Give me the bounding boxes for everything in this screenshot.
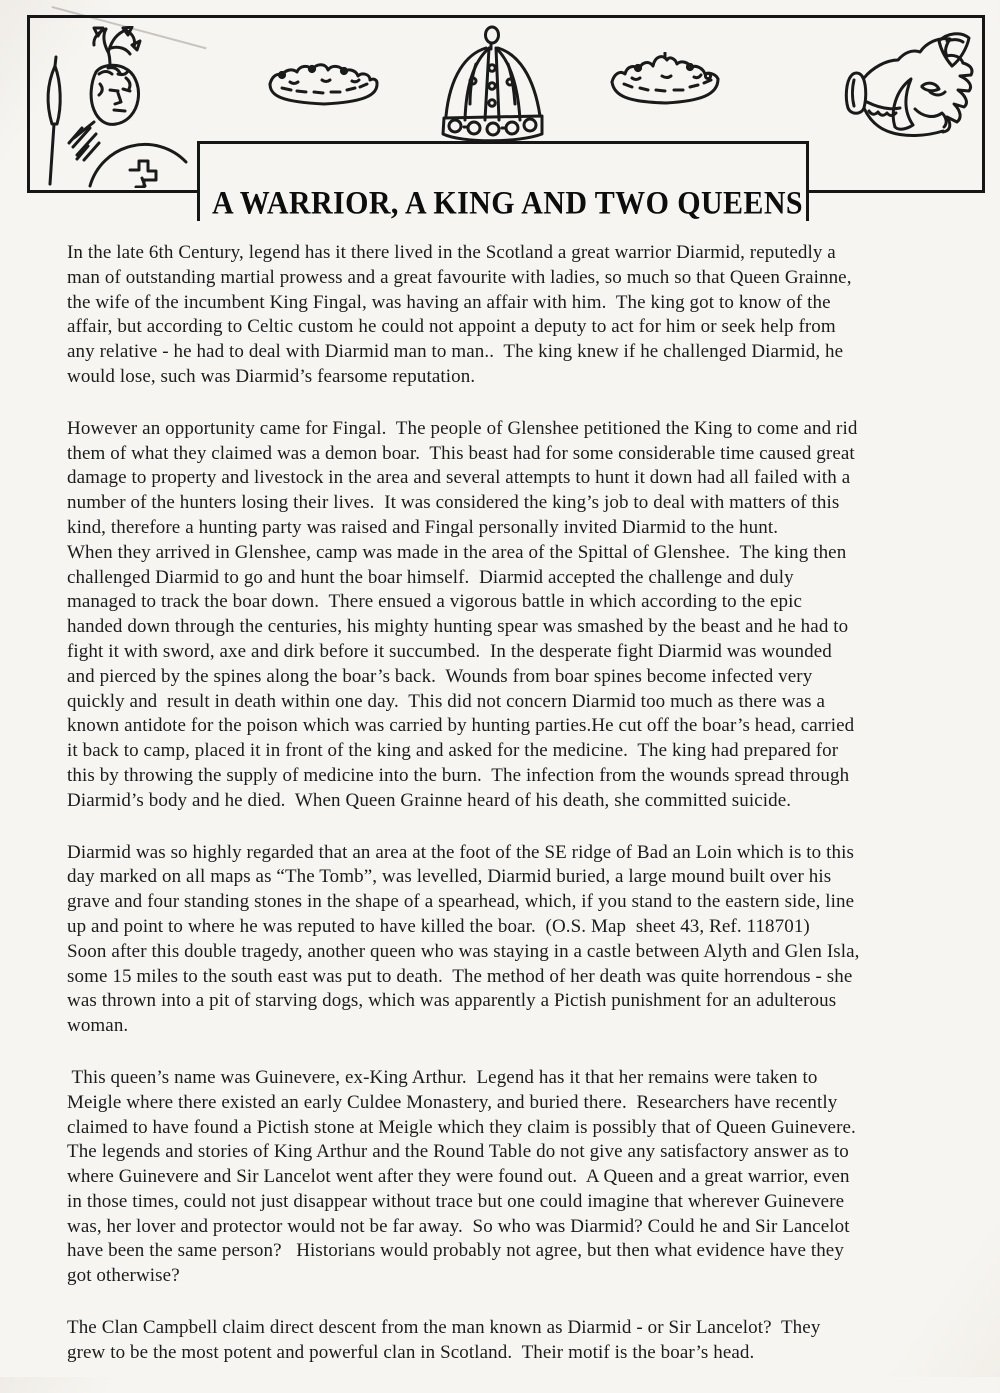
text-line: affair, but according to Celtic custom he could not appoint a deputy to act for him or seek help from	[67, 316, 836, 338]
text-line: The Clan Campbell claim direct descent from the man known as Diarmid - or Sir Lancelot? They	[67, 1317, 821, 1339]
text-line: number of the hunters losing their lives. It was considered the king’s job to deal with matters of this	[67, 492, 840, 514]
text-line: any relative - he had to deal with Diarmid man to man.. The king knew if he challenged Diarmid, he	[67, 341, 844, 363]
text-line: would lose, such was Diarmid’s fearsome reputation.	[67, 365, 476, 387]
paragraph-4	[67, 1066, 967, 1289]
text-line: day marked on all maps as “The Tomb”, was levelled, Diarmid buried, a large mound built over his	[67, 866, 832, 888]
text-line: where Guinevere and Sir Lancelot went after they were found out. A Queen and a great warrior, even	[67, 1166, 850, 1188]
paragraph-3	[67, 841, 967, 1039]
text-line: grave and four standing stones in the shape of a spearhead, which, if you stand to the eastern side, line	[67, 891, 855, 913]
text-line: When they arrived in Glenshee, camp was made in the area of the Spittal of Glenshee. The king then	[67, 541, 847, 563]
text-line: was thrown into a pit of starving dogs, which was apparently a Pictish punishment for an adulterous	[67, 990, 837, 1012]
warrior-drawing	[36, 26, 188, 188]
text-line: However an opportunity came for Fingal. The people of Glenshee petitioned the King to come and rid	[67, 417, 858, 439]
text-line: handed down through the centuries, his mighty hunting spear was smashed by the beast and he had to	[67, 616, 849, 638]
paragraph-2	[67, 417, 967, 814]
text-line: have been the same person? Historians would probably not agree, but then what evidence have they	[67, 1240, 844, 1262]
text-line: Soon after this double tragedy, another queen who was staying in a castle between Alyth and Glen Isla,	[67, 940, 860, 962]
text-line: some 15 miles to the south east was put to death. The method of her death was quite horrendous - she	[67, 965, 853, 987]
text-line: In the late 6th Century, legend has it there lived in the Scotland a great warrior Diarmid, reputedly a	[67, 242, 836, 263]
text-line: quickly and result in death within one day. This did not concern Diarmid too much as there was a	[67, 690, 826, 712]
page-title: A WARRIOR, A KING AND TWO QUEENS	[212, 185, 803, 221]
text-line: them of what they claimed was a demon boar. This beast had for some considerable time caused great	[67, 442, 855, 464]
text-line: claimed to have found a Pictish stone at Meigle which they claim is possibly that of Queen Guinevere.	[67, 1116, 856, 1138]
text-line: man of outstanding martial prowess and a great favourite with ladies, so much so that Queen Grainne,	[67, 266, 852, 288]
text-line: was, her lover and protector would not be far away. So who was Diarmid? Could he and Sir Lancelot	[67, 1215, 850, 1237]
text-line: fight it with sword, axe and dirk before it succumbed. In the desperate fight Diarmid was wounded	[67, 640, 832, 662]
title-box	[197, 141, 809, 221]
text-line: woman.	[67, 1015, 129, 1037]
text-line: up and point to where he was reputed to have killed the boar. (O.S. Map sheet 43, Ref. 118701)	[67, 915, 810, 937]
text-line: got otherwise?	[67, 1265, 180, 1287]
text-line: this by throwing the supply of medicine into the burn. The infection from the wounds spread through	[67, 764, 850, 786]
text-line: kind, therefore a hunting party was raised and Fingal personally invited Diarmid to the hunt.	[67, 516, 779, 538]
text-line: The legends and stories of King Arthur and the Round Table do not give any satisfactory answer as to	[67, 1141, 849, 1163]
paragraph-1	[67, 241, 967, 390]
text-line: Diarmid was so highly regarded that an area at the foot of the SE ridge of Bad an Loin which is to this	[67, 841, 854, 863]
queen-crown-right-drawing	[604, 52, 728, 110]
text-line: This queen’s name was Guinevere, ex-King Arthur. Legend has it that her remains were taken to	[67, 1066, 818, 1088]
text-line: Meigle where there existed an early Culdee Monastery, and buried there. Researchers have recently	[67, 1091, 838, 1113]
text-line: Diarmid’s body and he died. When Queen Grainne heard of his death, she committed suicide.	[67, 789, 792, 811]
boar-head-drawing	[842, 30, 988, 158]
text-line: damage to property and livestock in the area and several attempts to hunt it down had all failed with a	[67, 467, 851, 489]
document-body	[67, 241, 967, 1393]
text-line: and pierced by the spines along the boar’s back. Wounds from boar spines become infected very	[67, 665, 813, 687]
text-line: known antidote for the poison which was carried by hunting parties.He cut off the boar’s head, carried	[67, 715, 855, 737]
text-line: grew to be the most potent and powerful clan in Scotland. Their motif is the boar’s head.	[67, 1341, 755, 1363]
text-line: managed to track the boar down. There ensued a vigorous battle in which according to the epic	[67, 591, 803, 613]
text-line: challenged Diarmid to go and hunt the boar himself. Diarmid accepted the challenge and duly	[67, 566, 794, 588]
text-line: in those times, could not just disappear without trace but one could imagine that wherever Guinevere	[67, 1190, 845, 1212]
paragraph-5	[67, 1316, 967, 1366]
queen-crown-left-drawing	[264, 58, 384, 110]
king-crown-drawing	[430, 24, 552, 146]
text-line: the wife of the incumbent King Fingal, was having an affair with him. The king got to know of the	[67, 291, 831, 313]
text-line: it back to camp, placed it in front of the king and asked for the medicine. The king had prepared for	[67, 740, 839, 762]
